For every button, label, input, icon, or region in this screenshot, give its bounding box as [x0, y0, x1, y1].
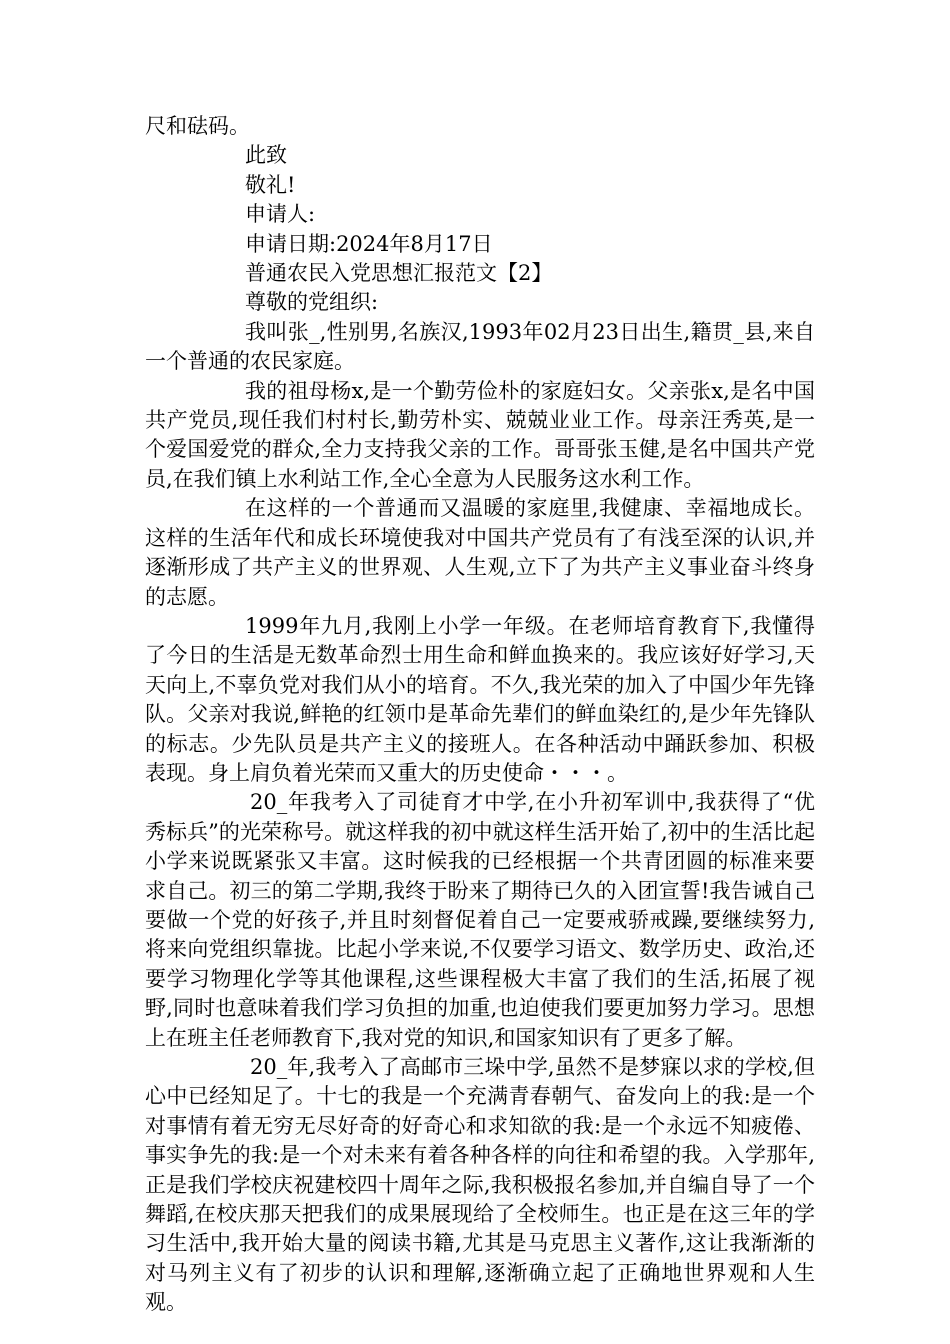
paragraph-6: 20_年,我考入了高邮市三垛中学,虽然不是梦寐以求的学校,但心中已经知足了。十七的我是一个充满青春朝气、奋发向上的我:是一个对事情有着无穷无尽好奇的好奇心和求知欲的我:是一个永远不知疲倦、事实争先的我:是一个对未来有着各种各样的向往和希望的我。入学那年,正是我们学校庆祝建校四十周年之际,我积极报名参加,并自编自导了一个舞蹈,在校庆那天把我们的成果展现给了全校师生。也正是在这三年的学习生活中,我开始大量的阅读书籍,尤其是马克思主义著作,这让我渐渐的对马列主义有了初步的认识和理解,逐渐确立起了正确地世界观和人生观。	[145, 1055, 815, 1315]
paragraph-5: 20_年我考入了司徒育才中学,在小升初军训中,我获得了“优秀标兵”的光荣称号。就这样我的初中就这样生活开始了,初中的生活比起小学来说既紧张又丰富。这时候我的已经根据一个共青团圆的标准来要求自己。初三的第二学期,我终于盼来了期待已久的入团宣誓!我告诫自己要做一个党的好孩子,并且时刻督促着自己一定要戒骄戒躁,要继续努力,将来向党组织靠拢。比起小学来说,不仅要学习语文、数学历史、政治,还要学习物理化学等其他课程,这些课程极大丰富了我们的生活,拓展了视野,同时也意味着我们学习负担的加重,也迫使我们要更加努力学习。思想上在班主任老师教育下,我对党的知识,和国家知识有了更多了解。	[145, 790, 815, 1050]
closing-line-2: 敬礼!	[245, 172, 296, 197]
paragraph-2: 我的祖母杨x,是一个勤劳俭朴的家庭妇女。父亲张x,是名中国共产党员,现任我们村村长,勤劳朴实、兢兢业业工作。母亲汪秀英,是一个爱国爱党的群众,全力支持我父亲的工作。哥哥张玉健,是名中国共产党员,在我们镇上水利站工作,全心全意为人民服务这水利工作。	[145, 378, 815, 491]
applicant-line: 申请人:	[245, 202, 316, 227]
salutation: 尊敬的党组织:	[245, 290, 379, 315]
intro-fragment: 尺和砝码。	[145, 114, 250, 138]
closing-line-1: 此致	[245, 143, 287, 168]
application-date: 申请日期:2024年8月17日	[245, 231, 493, 256]
document-title: 普通农民入党思想汇报范文【2】	[245, 261, 553, 286]
document-body	[145, 112, 815, 1318]
paragraph-3: 在这样的一个普通而又温暖的家庭里,我健康、幸福地成长。这样的生活年代和成长环境使我对中国共产党员有了有浅至深的认识,并逐渐形成了共产主义的世界观、人生观,立下了为共产主义事业奋斗终身的志愿。	[145, 496, 815, 609]
paragraph-1: 我叫张_,性别男,名族汉,1993年02月23日出生,籍贯_县,来自一个普通的农民家庭。	[145, 319, 815, 374]
paragraph-4: 1999年九月,我刚上小学一年级。在老师培育教育下,我懂得了今日的生活是无数革命烈士用生命和鲜血换来的。我应该好好学习,天天向上,不辜负党对我们从小的培育。不久,我光荣的加入了中国少年先锋队。父亲对我说,鲜艳的红领巾是革命先辈们的鲜血染红的,是少年先锋队的标志。少先队员是共产主义的接班人。在各种活动中踊跃参加、积极表现。身上肩负着光荣而又重大的历史使命・・・。	[145, 613, 815, 785]
